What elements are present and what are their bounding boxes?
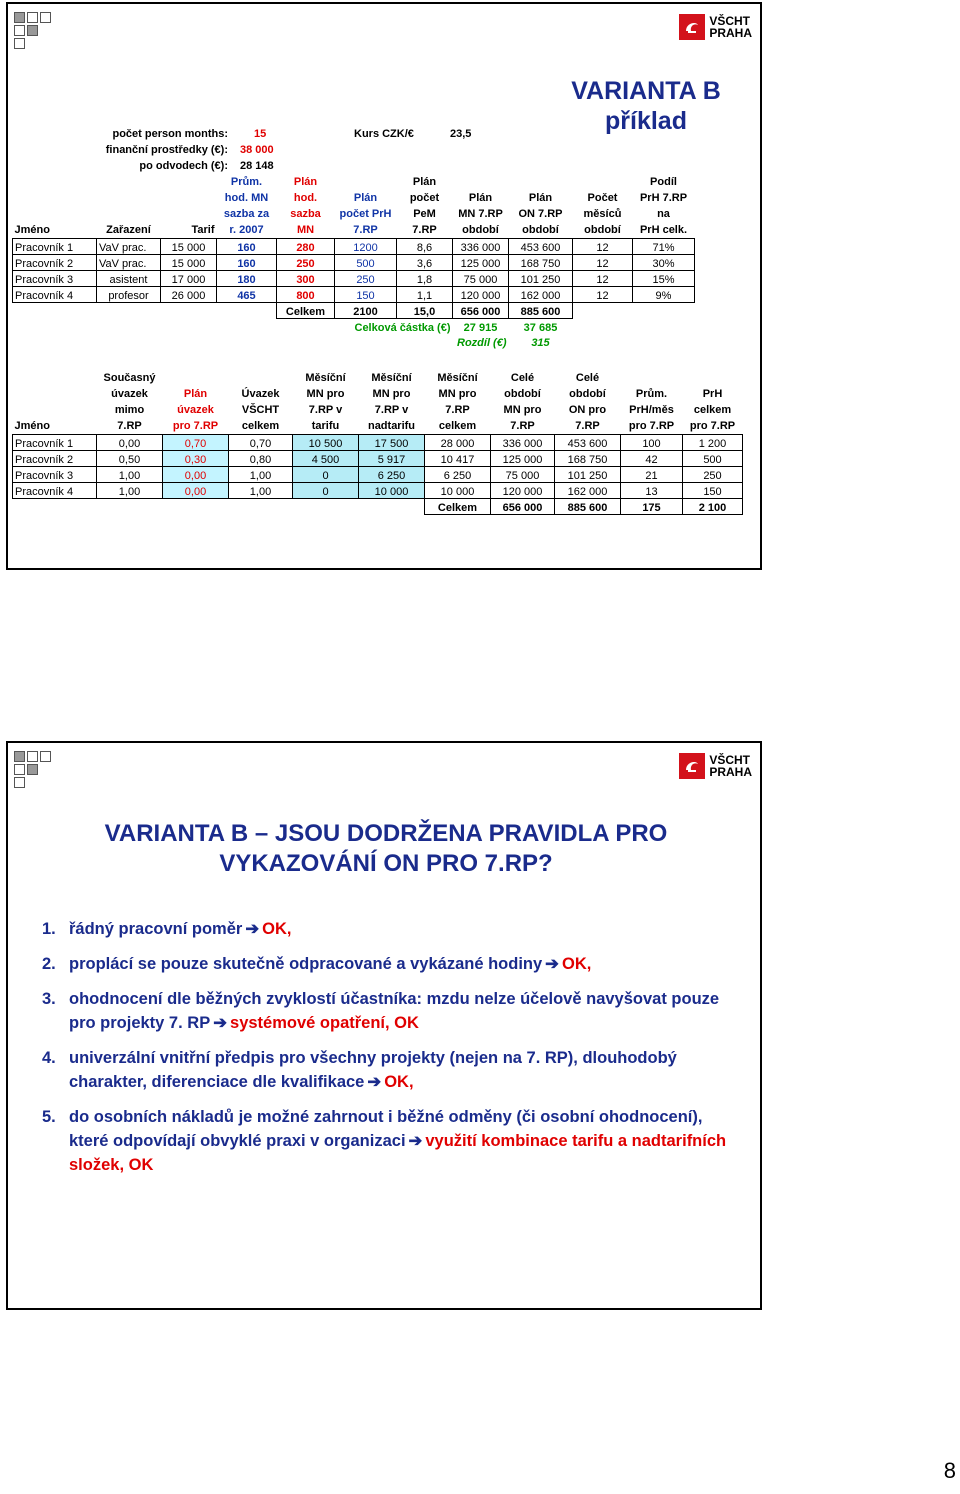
- param-value-funds: 38 000: [240, 144, 274, 156]
- param-label-net: po odvodech (€):: [139, 160, 228, 172]
- col-header-monthly-extra: Měsíční MN pro 7.RP v nadtarifu: [367, 372, 416, 432]
- exchange-rate-value: 23,5: [450, 128, 472, 140]
- arrow-right-icon: ➔: [408, 1132, 423, 1150]
- table-total-row: Celkem 656 000 885 600 175 2 100: [13, 499, 743, 515]
- slide-decoration-squares: [14, 12, 70, 51]
- allocation-table-header: [13, 370, 743, 435]
- slide-variant-b-example: [6, 2, 762, 570]
- table-row: Pracovník 1 VaV prac. 15 000 160 280 1200 8,6 336 000 453 600 12 71%: [13, 239, 695, 255]
- col-header-period-on: Celé období ON pro 7.RP: [568, 372, 607, 432]
- arrow-right-icon: ➔: [245, 920, 260, 938]
- table-row: Pracovník 3 1,00 0,00 1,00 0 6 250 6 250 75 000 101 250 21 250: [13, 467, 743, 483]
- col-header-avg-hours: Prům. PrH/měs pro 7.RP: [628, 388, 675, 432]
- col-header-position: Zařazení: [106, 224, 151, 236]
- col-header-share: Podíl PrH 7.RP na PrH celk.: [639, 176, 688, 236]
- allocation-table: [12, 370, 743, 515]
- arrow-right-icon: ➔: [367, 1073, 382, 1091]
- table-row: Pracovník 4 1,00 0,00 1,00 0 10 000 10 000 120 000 162 000 13 150: [13, 483, 743, 499]
- table-row: Pracovník 2 0,50 0,30 0,80 4 500 5 917 10 417 125 000 168 750 42 500: [13, 451, 743, 467]
- col-header-period-mn: Celé období MN pro 7.RP: [503, 372, 542, 432]
- slide-title: VARIANTA B příklad: [571, 77, 721, 135]
- col-header-plan-mn: Plán MN 7.RP období: [458, 192, 503, 236]
- col-header-monthly-tariff: Měsíční MN pro 7.RP v tarifu: [305, 372, 346, 432]
- table-total-row: Celkem 2100 15,0 656 000 885 600: [13, 303, 695, 319]
- logo-line-2: PRAHA: [709, 26, 752, 40]
- param-value-net: 28 148: [240, 160, 274, 172]
- param-label-pm: počet person months:: [112, 128, 228, 140]
- list-item: 4. univerzální vnitřní předpis pro všechny projekty (nejen na 7. RP), dlouhodobý charakter, diferenciace dle kvalifikace ➔ OK,: [42, 1049, 677, 1091]
- col-header-avg-rate: Prům. hod. MN sazba za r. 2007: [223, 176, 270, 236]
- plan-table-header: [13, 174, 695, 239]
- col-header-total-load: Úvazek VŠCHT celkem: [241, 388, 280, 432]
- col-header-plan-hours: Plán počet PrH 7.RP: [339, 192, 392, 236]
- exchange-rate-label: Kurs CZK/€: [354, 128, 414, 140]
- col-header-name: Jméno: [14, 420, 50, 432]
- col-header-current-load: Současný úvazek mimo 7.RP: [103, 372, 156, 432]
- list-item: 1. řádný pracovní poměr ➔ OK,: [42, 920, 292, 938]
- table-amount-row: Celková částka (€) 27 915 37 685: [354, 322, 558, 334]
- table-row: Pracovník 3 asistent 17 000 180 300 250 1,8 75 000 101 250 12 15%: [13, 271, 695, 287]
- slide-title: VARIANTA B – JSOU DODRŽENA PRAVIDLA PRO VYKAZOVÁNÍ ON PRO 7.RP?: [104, 820, 668, 877]
- table-difference-row: Rozdíl (€) 315: [457, 337, 550, 349]
- list-item: 5. do osobních nákladů je možné zahrnout i běžné odměny (či osobní ohodnocení), které odpovídají obvyklé praxi v organizaci ➔ využití kombinace tarifu a nadtarifních složek, OK: [42, 1108, 727, 1174]
- col-header-tariff: Tarif: [191, 224, 215, 236]
- page-number: 8: [943, 1458, 956, 1483]
- logo-line-2: PRAHA: [709, 765, 752, 779]
- logo-line-1: VŠCHT: [709, 14, 750, 28]
- table-row: Pracovník 2 VaV prac. 15 000 160 250 500 3,6 125 000 168 750 12 30%: [13, 255, 695, 271]
- slide-variant-b-rules: [6, 741, 762, 1310]
- list-item: 3. ohodnocení dle běžných zvyklostí účastníka: mzdu nelze účelově navyšovat pouze pro projekty 7. RP ➔ systémové opatření, OK: [42, 990, 720, 1032]
- list-item: 2. proplácí se pouze skutečně odpracované a vykázané hodiny ➔ OK,: [42, 955, 592, 973]
- col-header-monthly-total: Měsíční MN pro 7.RP celkem: [437, 372, 478, 432]
- col-header-plan-pm: Plán počet PeM 7.RP: [409, 176, 440, 236]
- vscht-logo: [679, 753, 752, 779]
- col-header-plan-rate: Plán hod. sazba MN: [290, 176, 321, 236]
- col-header-plan-load: Plán úvazek pro 7.RP: [172, 388, 219, 432]
- col-header-months: Počet měsíců období: [583, 192, 622, 236]
- vscht-logo: [679, 14, 752, 40]
- vscht-logo-icon: [679, 753, 705, 779]
- vscht-logo-icon: [679, 14, 705, 40]
- col-header-plan-on: Plán ON 7.RP období: [518, 192, 563, 236]
- arrow-right-icon: ➔: [545, 955, 559, 973]
- arrow-right-icon: ➔: [213, 1014, 228, 1032]
- table-row: Pracovník 4 profesor 26 000 465 800 150 1,1 120 000 162 000 12 9%: [13, 287, 695, 303]
- plan-table: [12, 174, 695, 349]
- param-label-funds: finanční prostředky (€):: [105, 144, 228, 156]
- table-row: Pracovník 1 0,00 0,70 0,70 10 500 17 500 28 000 336 000 453 600 100 1 200: [13, 435, 743, 451]
- slide-decoration-squares: [14, 751, 70, 790]
- param-value-pm: 15: [254, 128, 267, 140]
- logo-line-1: VŠCHT: [709, 753, 750, 767]
- rules-list: [42, 917, 732, 1188]
- col-header-total-hours: PrH celkem pro 7.RP: [689, 388, 736, 432]
- col-header-name: Jméno: [14, 224, 50, 236]
